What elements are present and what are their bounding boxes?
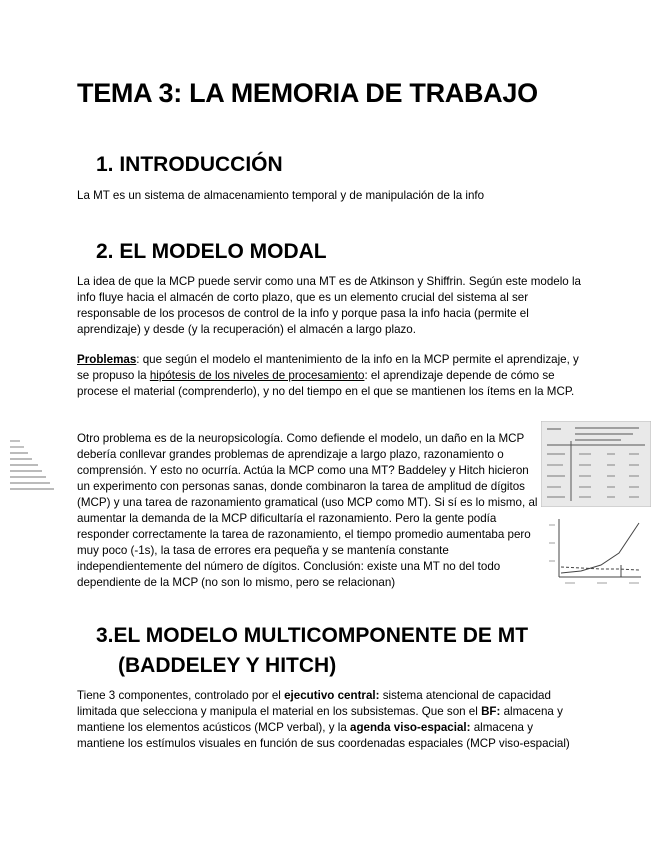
modal-paragraph-1: La idea de que la MCP puede servir como una MT es de Atkinson y Shiffrin. Según este modelo la info fluye hacia el almacén de corto plazo, que es un elemento crucial del sistema al ser responsable de los procesos de control de la info y porque pasa la info hacia (permite el aprendizaje) y desde (y la recuperación) el almacén a largo plazo. [77, 275, 581, 336]
multicomponent-paragraph [77, 688, 579, 752]
mc-text-3: almacena y mantiene los elementos acústicos (MCP verbal), y la [77, 705, 563, 734]
mc-text-1: Tiene 3 componentes, controlado por el [77, 689, 285, 702]
intro-paragraph: La MT es un sistema de almacenamiento temporal y de manipulación de la info [77, 189, 485, 202]
problems-paragraph [77, 352, 582, 400]
problems-text-2: : el aprendizaje depende de cómo se procese el material (comprenderlo), y no del tiempo en el que se mantienen los ítems en la MCP. [77, 369, 575, 398]
neuropsychology-paragraph: Otro problema es de la neuropsicología. Como defiende el modelo, un daño en la MCP debería conllevar grandes problemas de aprendizaje a largo plazo, razonamiento o comprensión. Y esto no ocurría. Actúa la MCP como una MT? Baddeley y Hitch hicieron un experimento con personas sanas, donde combinaron la tarea de amplitud de dígitos (MCP) y una tarea de razonamiento gramatical (uso MCP como MT). Si sí es lo mismo, al aumentar la demanda de la MCP dificultaría el razonamiento. Pero la gente podía responder correctamente la tarea de razonamiento, el tiempo promedio aumentaba pero muy poco (-1s), la tasa de errores era pequeña y se mantenía constante independientemente del número de dígitos. Conclusión: existe una MT no del todo dependiente de la MCP (no son lo mismo, pero se relacionan) [77, 432, 538, 589]
page-title: TEMA 3: LA MEMORIA DE TRABAJO [77, 78, 538, 108]
experiment-table-figure [541, 421, 651, 507]
levels-hypothesis-link: hipótesis de los niveles de procesamiento [149, 369, 365, 382]
digit-span-figure [8, 438, 56, 492]
mc-text-4: almacena y mantiene los estímulos visuales en función de sus coordenadas espaciales (MCP viso-espacial) [77, 721, 570, 750]
section-heading-introduccion: 1. INTRODUCCIÓN [96, 153, 283, 176]
phonological-loop-term: BF: [481, 705, 501, 718]
section-heading-baddeley-hitch: (BADDELEY Y HITCH) [118, 654, 337, 677]
experiment-graph-figure [545, 513, 649, 589]
central-executive-term: ejecutivo central: [284, 689, 380, 702]
section-heading-modelo-modal: 2. EL MODELO MODAL [96, 240, 327, 263]
visuospatial-sketchpad-term: agenda viso-espacial: [350, 721, 471, 734]
mc-text-2: sistema atencional de capacidad limitada que selecciona y manipula el material en los subsistemas. Que son el [77, 689, 551, 718]
problems-text-1: : que según el modelo el mantenimiento de la info en la MCP permite el aprendizaje, y se propuso la [77, 353, 579, 382]
problems-label: Problemas [77, 353, 137, 366]
section-heading-multicomponente: 3.EL MODELO MULTICOMPONENTE DE MT [96, 624, 529, 647]
